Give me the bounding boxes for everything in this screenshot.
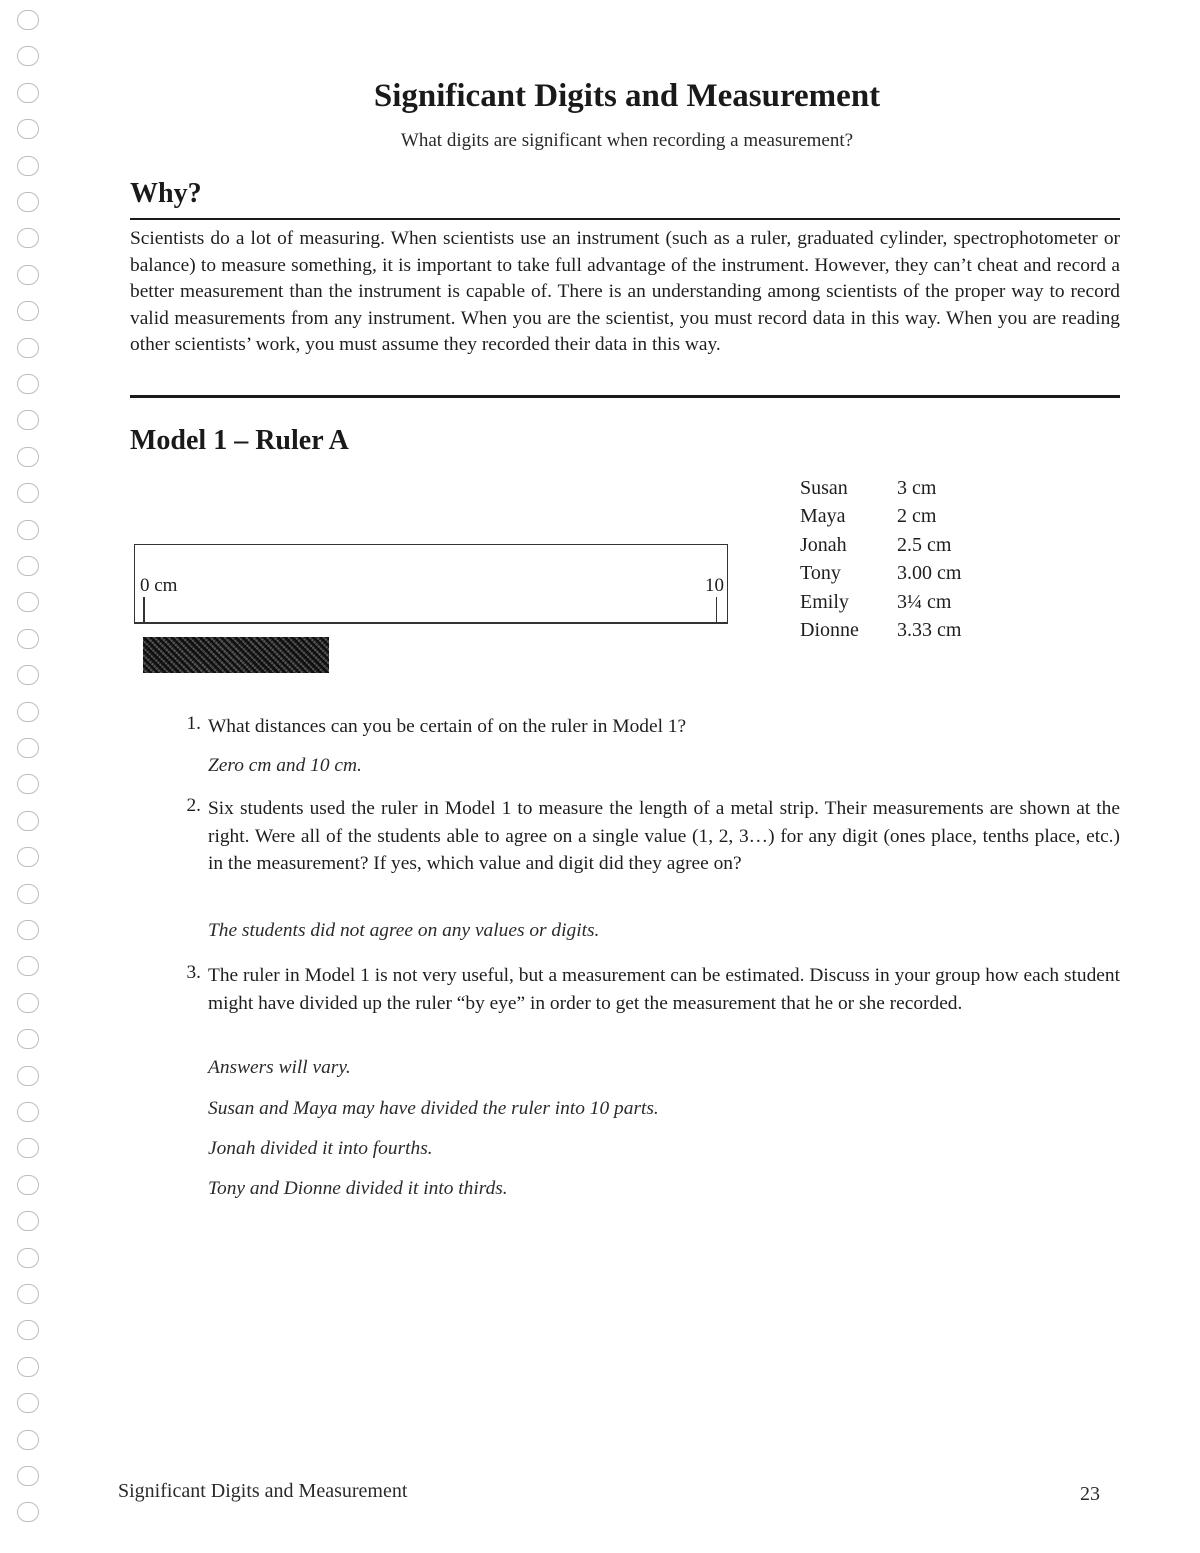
- binder-hole: [17, 1211, 39, 1231]
- student-name: Tony: [800, 562, 841, 585]
- question-number: 1.: [186, 713, 201, 734]
- answer-text: Tony and Dionne divided it into thirds.: [208, 1178, 508, 1199]
- page-title: Significant Digits and Measurement: [373, 78, 881, 114]
- why-paragraph: Scientists do a lot of measuring. When scientists use an instrument (such as a ruler, graduated cylinder, spectrophotometer or balance) to measure something, it is important to take full advantage of the instrument. However, they can’t cheat and record a better measurement than the instrument is capable of. There is an understanding among scientists of the proper way to record valid measurements from any instrument. When you are the scientist, you must record data in this way. When you are reading other scientists’ work, you must assume they recorded their data in this way.: [130, 228, 1120, 356]
- page-subtitle: What digits are significant when recording a measurement?: [400, 130, 854, 151]
- binder-hole: [17, 1284, 39, 1304]
- measurement-row: [800, 559, 961, 587]
- measurements-table: [800, 474, 961, 644]
- answer-text: Zero cm and 10 cm.: [208, 755, 362, 776]
- binder-hole: [17, 956, 39, 976]
- binder-hole: [17, 884, 39, 904]
- student-name: Maya: [800, 505, 846, 528]
- binder-hole: [17, 1029, 39, 1049]
- binder-hole: [17, 1502, 39, 1522]
- binder-hole: [17, 811, 39, 831]
- ruler-start-label: 0 cm: [140, 575, 178, 596]
- question-2: [175, 795, 1120, 878]
- binder-hole: [17, 993, 39, 1013]
- binder-hole: [17, 192, 39, 212]
- binder-hole: [17, 156, 39, 176]
- ruler-end-label: 10: [705, 575, 724, 596]
- ruler-edge: [134, 622, 728, 624]
- binder-hole: [17, 1248, 39, 1268]
- section-divider: [130, 218, 1120, 220]
- binder-hole: [17, 702, 39, 722]
- answer-text: The students did not agree on any values or digits.: [208, 920, 600, 941]
- binder-hole: [17, 301, 39, 321]
- binder-hole: [17, 46, 39, 66]
- binder-hole: [17, 1466, 39, 1486]
- binder-hole: [17, 629, 39, 649]
- section-divider: [130, 395, 1120, 398]
- binder-hole: [17, 1066, 39, 1086]
- question-text: Six students used the ruler in Model 1 to measure the length of a metal strip. Their measurements are shown at the right. Were all of the students able to agree on a single value (1, 2, 3…) for any digit (ones place, tenths place, etc.) in the measurement? If yes, which value and digit did they agree on?: [208, 798, 1120, 875]
- measurement-row: [800, 588, 961, 616]
- binder-hole: [17, 228, 39, 248]
- binder-hole: [17, 920, 39, 940]
- measurement-value: 3.33 cm: [897, 619, 962, 642]
- binder-hole: [17, 1138, 39, 1158]
- binder-hole: [17, 556, 39, 576]
- binder-hole: [17, 374, 39, 394]
- binder-hole: [17, 410, 39, 430]
- page-number: 23: [1080, 1483, 1100, 1505]
- student-name: Dionne: [800, 619, 859, 642]
- question-number: 3.: [186, 962, 201, 983]
- measurement-value: 2 cm: [897, 505, 937, 528]
- model-heading: Model 1 – Ruler A: [130, 425, 349, 456]
- ruler-start-tick: [143, 597, 145, 623]
- question-text: What distances can you be certain of on the ruler in Model 1?: [208, 716, 687, 737]
- question-number: 2.: [186, 795, 201, 816]
- measurement-row: [800, 616, 961, 644]
- binder-hole: [17, 483, 39, 503]
- binder-hole: [17, 10, 39, 30]
- answer-text: Jonah divided it into fourths.: [208, 1138, 433, 1159]
- measurement-value: 3¼ cm: [897, 590, 952, 613]
- binder-hole: [17, 1102, 39, 1122]
- measurement-value: 3.00 cm: [897, 562, 962, 585]
- ruler-end-tick: [716, 597, 718, 623]
- question-3: [175, 962, 1120, 1017]
- binder-hole: [17, 338, 39, 358]
- redacted-image: [143, 637, 329, 673]
- binder-hole: [17, 447, 39, 467]
- ruler-diagram: [134, 544, 728, 624]
- binder-holes: [14, 10, 48, 1550]
- question-text: The ruler in Model 1 is not very useful, but a measurement can be estimated. Discuss in your group how each student might have divided up the ruler “by eye” in order to get the measurement that he or she recorded.: [208, 965, 1120, 1014]
- footer-title: Significant Digits and Measurement: [118, 1480, 408, 1502]
- binder-hole: [17, 1320, 39, 1340]
- measurement-value: 2.5 cm: [897, 533, 952, 556]
- binder-hole: [17, 1430, 39, 1450]
- measurement-row: [800, 502, 961, 530]
- binder-hole: [17, 847, 39, 867]
- measurement-row: [800, 474, 961, 502]
- binder-hole: [17, 592, 39, 612]
- student-name: Jonah: [800, 533, 847, 556]
- measurement-value: 3 cm: [897, 477, 937, 499]
- binder-hole: [17, 520, 39, 540]
- binder-hole: [17, 1357, 39, 1377]
- binder-hole: [17, 774, 39, 794]
- answer-text: Susan and Maya may have divided the ruler into 10 parts.: [208, 1098, 659, 1119]
- binder-hole: [17, 1175, 39, 1195]
- question-1: [175, 713, 1120, 741]
- binder-hole: [17, 738, 39, 758]
- student-name: Emily: [800, 590, 849, 613]
- binder-hole: [17, 665, 39, 685]
- why-heading: Why?: [130, 178, 202, 209]
- student-name: Susan: [800, 477, 848, 499]
- answer-text: Answers will vary.: [208, 1057, 351, 1078]
- measurement-row: [800, 531, 961, 559]
- binder-hole: [17, 265, 39, 285]
- binder-hole: [17, 1393, 39, 1413]
